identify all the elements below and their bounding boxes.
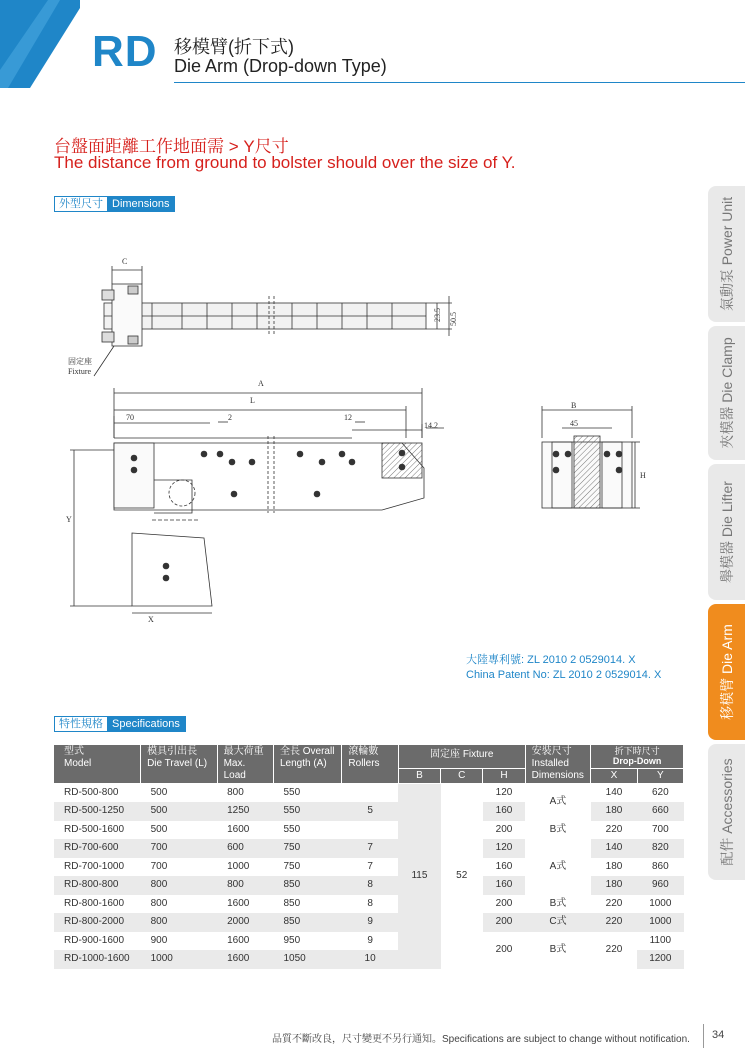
patent-en: China Patent No: ZL 2010 2 0529014. X — [466, 669, 662, 681]
th-drop-x: X — [591, 768, 637, 783]
th-drop-down: 折下時尺寸 Drop-Down — [591, 745, 684, 768]
th-rollers: 滾輪數 Rollers — [342, 745, 398, 784]
installed-b3: B式 — [525, 932, 591, 969]
dim-h: H — [640, 471, 646, 480]
installed-c: C式 — [525, 913, 591, 932]
footer-divider — [703, 1024, 704, 1048]
fixture-b-value: 115 — [398, 784, 440, 969]
drop-x-last: 220 — [591, 932, 637, 969]
table-row: RD-800-800 800 800 850 8 160 180 960 — [54, 876, 684, 895]
installed-b2: B式 — [525, 895, 591, 914]
side-tab-accessories[interactable]: 配件 Accessories — [708, 744, 745, 880]
table-row: RD-1000-1600 1000 1600 1050 10 1200 — [54, 950, 684, 969]
fixture-zh-label: 固定座 — [68, 357, 92, 366]
th-fixture: 固定座 Fixture — [398, 745, 525, 768]
side-tab-die-lifter[interactable]: 舉模器 Die Lifter — [708, 464, 745, 600]
th-model: 型式 Model — [54, 745, 141, 784]
dim-23-5: 23.5 — [433, 308, 442, 322]
specs-tag-en: Specifications — [107, 717, 185, 731]
dim-50-5: 50.5 — [449, 312, 458, 326]
spec-table — [54, 745, 684, 969]
product-code: RD — [92, 27, 158, 76]
notice-en: The distance from ground to bolster should over the size of Y. — [54, 153, 516, 172]
installed-a2: A式 — [525, 839, 591, 895]
specifications-section-tag — [54, 716, 186, 732]
page-number: 34 — [712, 1029, 725, 1041]
fixture-h-last: 200 — [483, 932, 525, 969]
side-tab-power-unit[interactable]: 氣動泵 Power Unit — [708, 186, 745, 322]
th-travel: 模具引出長 Die Travel (L) — [141, 745, 218, 784]
installed-a1: A式 — [525, 784, 591, 821]
installed-b1: B式 — [525, 821, 591, 840]
th-installed: 安裝尺寸 Installed Dimensions — [525, 745, 591, 784]
table-row: RD-500-1250 500 1250 550 5 160 180 660 — [54, 802, 684, 821]
th-load: 最大荷重 Max. Load — [217, 745, 273, 784]
top-view — [94, 266, 452, 376]
dim-70: 70 — [126, 413, 134, 422]
dim-c: C — [122, 257, 128, 266]
table-row: RD-700-1000 700 1000 750 7 160 180 860 — [54, 858, 684, 877]
th-fixture-b: B — [398, 768, 440, 783]
dimensions-tag-zh: 外型尺寸 — [55, 197, 107, 211]
table-row: RD-500-800 500 800 550 115 52 120 A式 140 620 — [54, 784, 684, 803]
dimensions-section-tag — [54, 196, 175, 212]
notice-zh: 台盤面距離工作地面需 > Y尺寸 — [54, 137, 289, 156]
header-corner-graphic — [0, 0, 80, 88]
dim-l: L — [250, 396, 255, 405]
dim-14-2: 14.2 — [424, 421, 438, 430]
table-row: RD-700-600 700 600 750 7 120 A式 140 820 — [54, 839, 684, 858]
table-row: RD-800-2000 800 2000 850 9 200 C式 220 1000 — [54, 913, 684, 932]
th-fixture-c: C — [441, 768, 483, 783]
title-zh: 移模臂(折下式) — [174, 37, 294, 57]
th-fixture-h: H — [483, 768, 525, 783]
dim-45: 45 — [570, 419, 578, 428]
dim-y: Y — [66, 515, 72, 524]
th-length: 全長 Overall Length (A) — [273, 745, 341, 784]
specs-tag-zh: 特性規格 — [55, 717, 107, 731]
dim-b: B — [571, 401, 577, 410]
table-row: RD-500-1600 500 1600 550 200 B式 220 700 — [54, 821, 684, 840]
dim-12: 12 — [344, 413, 352, 422]
table-row: RD-800-1600 800 1600 850 8 200 B式 220 1000 — [54, 895, 684, 914]
patent-info — [466, 653, 661, 683]
title-en: Die Arm (Drop-down Type) — [174, 56, 387, 76]
side-tab-die-clamp[interactable]: 夾模器 Die Clamp — [708, 326, 745, 460]
dim-a: A — [258, 379, 264, 388]
th-drop-y: Y — [637, 768, 683, 783]
footer-notice: 品質不斷改良，尺寸變更不另行通知。Specifications are subject to change without notification. — [272, 1034, 690, 1045]
dim-x: X — [148, 615, 154, 624]
table-row: RD-900-1600 900 1600 950 9 200 B式 220 1100 — [54, 932, 684, 951]
header-rule — [174, 82, 745, 83]
fixture-c-value: 52 — [441, 784, 483, 969]
fixture-en-label: Fixture — [68, 367, 92, 376]
patent-zh: 大陸專利號: ZL 2010 2 0529014. X — [466, 654, 636, 666]
dim-2: 2 — [228, 413, 232, 422]
technical-drawing — [52, 248, 652, 628]
dimensions-tag-en: Dimensions — [107, 197, 174, 211]
side-tab-die-arm[interactable]: 移模臂 Die Arm — [708, 604, 745, 740]
